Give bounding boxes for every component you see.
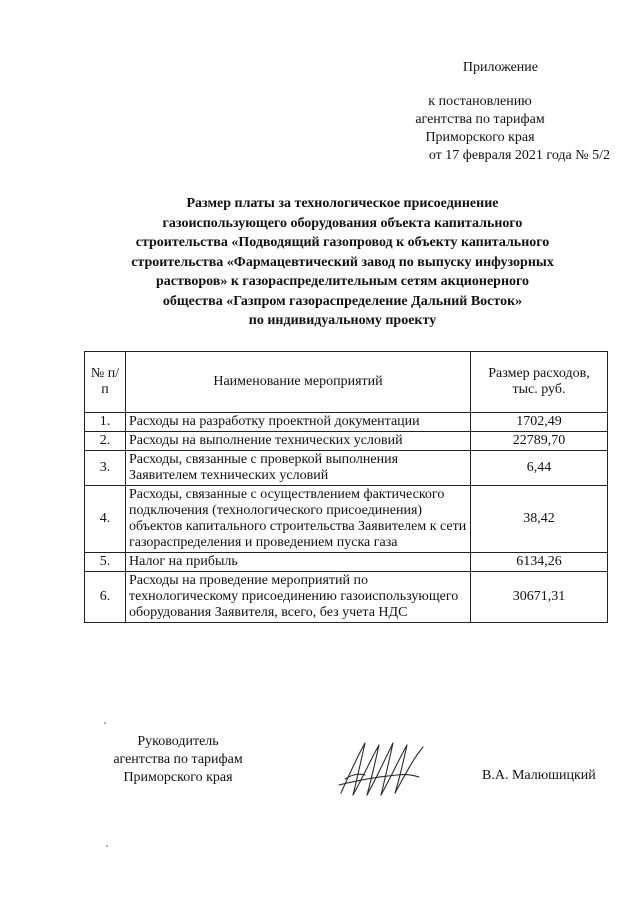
table-row [85, 572, 608, 623]
row-name: Расходы на проведение мероприятий по технологическому присоединению газоиспользующего оборудования Заявителя, всего, без учета НДС [126, 572, 471, 623]
title-line: растворов» к газораспределительным сетям акционерного [155, 274, 530, 289]
signatory-position-line: агентства по тарифам [113, 752, 243, 767]
resolution-reference [350, 93, 610, 165]
title-line: общества «Газпром газораспределение Дальний Восток» [162, 293, 523, 309]
row-num: 5. [85, 553, 126, 572]
resolution-line: Приморского края [425, 130, 535, 145]
row-name: Расходы на разработку проектной документации [126, 413, 471, 432]
table-row [85, 413, 608, 432]
table-header-row [85, 352, 608, 413]
row-num: 1. [85, 413, 126, 432]
header-num: № п/п [85, 352, 126, 413]
table-row [85, 486, 608, 553]
resolution-line: к постановлению [428, 94, 532, 109]
row-value: 22789,70 [471, 432, 608, 451]
table-row [85, 451, 608, 486]
document-title [95, 194, 590, 331]
title-line: строительства «Фармацевтический завод по выпуску инфузорных [131, 254, 554, 270]
row-name: Расходы, связанные с проверкой выполнения Заявителем технических условий [126, 451, 471, 486]
table-row [85, 432, 608, 451]
handwritten-signature [335, 735, 430, 800]
table-row [85, 553, 608, 572]
row-num: 2. [85, 432, 126, 451]
row-name: Расходы, связанные с осуществлением фактического подключения (технологического присоединения) объектов капитального строительства Заявителем к сети газораспределения и проведением пуска газа [126, 486, 471, 553]
signatory-position [88, 733, 268, 787]
signatory-position-line: Приморского края [123, 770, 233, 785]
row-num: 3. [85, 451, 126, 486]
scan-mark [104, 722, 106, 724]
title-line: газоиспользующего оборудования объекта капитального [162, 215, 523, 231]
row-name: Расходы на выполнение технических условий [126, 432, 471, 451]
row-num: 4. [85, 486, 126, 553]
row-value: 6,44 [471, 451, 608, 486]
signatory-position-line: Руководитель [137, 734, 219, 749]
title-line: строительства «Подводящий газопровод к объекту капитального [135, 235, 550, 250]
row-value: 38,42 [471, 486, 608, 553]
header-name: Наименование мероприятий [126, 352, 471, 413]
resolution-line: агентства по тарифам [415, 112, 545, 127]
costs-table [84, 351, 608, 623]
signatory-name: В.А. Малюшицкий [482, 768, 596, 783]
title-line: по индивидуальному проекту [248, 313, 437, 328]
row-value: 6134,26 [471, 553, 608, 572]
header-value: Размер расходов, тыс. руб. [471, 352, 608, 413]
row-name: Налог на прибыль [126, 553, 471, 572]
row-value: 30671,31 [471, 572, 608, 623]
row-num: 6. [85, 572, 126, 623]
scan-mark [106, 845, 108, 847]
resolution-date-line: от 17 февраля 2021 года № 5/2 [428, 148, 610, 163]
appendix-label: Приложение [462, 60, 538, 75]
title-line: Размер платы за технологическое присоединение [186, 196, 499, 211]
row-value: 1702,49 [471, 413, 608, 432]
